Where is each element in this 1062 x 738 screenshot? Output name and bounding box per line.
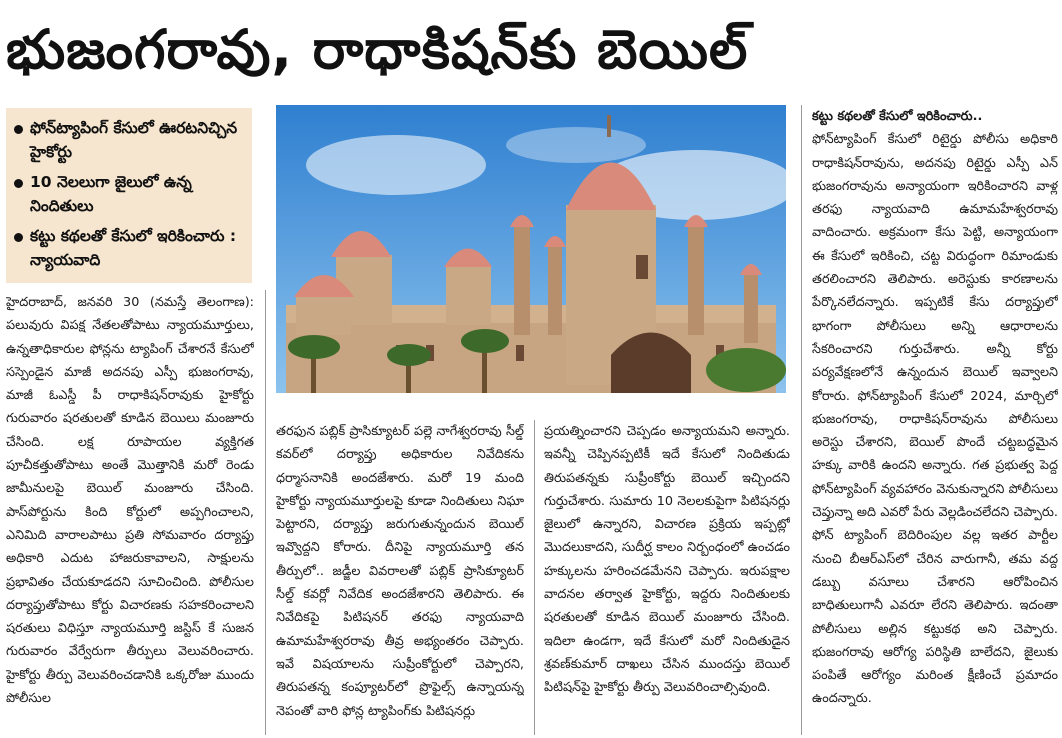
highlight-text: 10 నెలలుగా జైలులో ఉన్న నిందితులు — [30, 173, 192, 215]
highlight-item — [12, 224, 246, 272]
column-divider — [265, 290, 266, 735]
highlight-text: ఫోన్‌ట్యాపింగ్ కేసులో ఊరటనిచ్చిన హైకోర్టు — [30, 119, 238, 161]
highlights-box — [6, 108, 252, 283]
article-text: ఫోన్‌ట్యాపింగ్ కేసులో రిటైర్డు పోలీసు అధికారి రాధాకిషన్‌రావును, అదనపు రిటైర్డు ఎస్పీ ఎన్ భుజంగరావును అన్యాయంగా ఇరికించారని వాళ్ల తరఫు న్యాయవాది ఉమామహేశ్వరరావు వాదించారు. అక్రమంగా కేసు పెట్టి, అన్యాయంగా ఈ కేసులో ఇరికించి, చట్ట విరుద్ధంగా రిమాండుకు తరలించారని తెలిపారు. అరెస్టుకు కారణాలను పేర్కొనలేదన్నారు. ఇప్పటికే కేసు దర్యాప్తులో భాగంగా పోలీసులు అన్ని ఆధారాలను సేకరించారని గుర్తుచేశారు. అన్నీ కోర్టు పర్యవేక్షణలోనే ఉన్నందున బెయిల్ ఇవ్వాలని కోరారు. ఫోన్‌ట్యాపింగ్ కేసులో 2024, మార్చిలో భుజంగరావు, రాధాకిషన్‌రావును పోలీసులు అరెస్టు చేశారని, బెయిల్ పొందే చట్టబద్ధమైన హక్కు వారికి ఉందని అన్నారు. గత ప్రభుత్వ పెద్ద ఫోన్‌ట్యాపింగ్ వ్యవహారం వెనుకున్నారని పోలీసులు చెప్తున్నా అది ఎవరో పేరు వెల్లడించలేదని చెప్పారు. ఫోన్ ట్యాపింగ్ బెదిరింపుల వల్ల ఇతర పార్టీల నుంచి బీఆర్‌ఎస్‌లో చేరిన వారుగానీ, తమ వద్ద డబ్బు వసూలు చేశారని ఆరోపించిన బాధితులుగానీ ఎవరూ లేరని తెలిపారు. ఇదంతా పోలీసులు అల్లిన కట్టుకథ అని చెప్పారు. భుజంగరావు ఆరోగ్య పరిస్థితి బాలేదని, జైలుకు పంపితే ఆరోగ్యం మరింత క్షీణించే ప్రమాదం ఉందన్నారు. — [812, 132, 1058, 707]
article-column-2 — [276, 420, 524, 736]
bullet-icon — [14, 179, 23, 188]
subheading: కట్టు కథలతో కేసులో ఇరికించారు.. — [812, 109, 983, 124]
high-court-photo — [276, 105, 786, 393]
article-text: హైదరాబాద్, జనవరి 30 (నమస్తే తెలంగాణ): పలువురు విపక్ష నేతలతోపాటు న్యాయమూర్తులు, ఉన్నతాధికారుల ఫోన్లను ట్యాపింగ్ చేశారనే కేసులో సస్పెండైన మాజీ అదనపు ఎస్పీ భుజంగరావు, మాజీ ఓఎస్డీ పీ రాధాకిషన్‌రావుకు హైకోర్టు గురువారం షరతులతో కూడిన బెయిలు మంజూరు చేసింది. లక్ష రూపాయల వ్యక్తిగత పూచీకత్తుతోపాటు అంతే మొత్తానికి మరో రెండు జామీనులపై బెయిల్ మంజూరు చేసింది. పాస్‌పోర్టును కింది కోర్టులో అప్పగించాలని, ఎనిమిది వారాలపాటు ప్రతి సోమవారం దర్యాప్తు అధికారి ఎదుట హాజరుకావాలని, సాక్షులను ప్రభావితం చేయకూడదని సూచించింది. పోలీసుల దర్యాప్తుతోపాటు కోర్టు విచారణకు సహకరించాలని షరతులు విధిస్తూ న్యాయమూర్తి జస్టిస్ కే సుజన గురువారం వేర్వేరుగా తీర్పులు వెలువరించారు. హైకోర్టు తీర్పు వెలువరించడానికి ఒక్కరోజు ముందు పోలీసుల — [6, 295, 254, 707]
headline: భుజంగరావు, రాధాకిషన్‌కు బెయిల్ — [6, 18, 749, 81]
article-column-4 — [812, 105, 1058, 735]
column-divider — [534, 420, 535, 735]
highlight-item — [12, 170, 246, 218]
highlight-item — [12, 116, 246, 164]
bullet-icon — [14, 233, 23, 242]
article-column-1 — [6, 291, 254, 735]
highlight-text: కట్టు కథలతో కేసులో ఇరికించారు : న్యాయవాది — [30, 227, 237, 269]
article-text: ప్రయత్నించారని చెప్పడం అన్యాయమని అన్నారు. ఇవన్నీ చెప్పినప్పటికీ ఇదే కేసులో నిందితుడు తిరుపతన్నకు సుప్రీంకోర్టు బెయిల్ ఇచ్చిందని గుర్తుచేశారు. సుమారు 10 నెలలకుపైగా పిటిషనర్లు జైలులో ఉన్నారని, విచారణ ప్రక్రియ ఇప్పట్లో మొదలుకాదని, సుదీర్ఘ కాలం నిర్బంధంలో ఉంచడం హక్కులను హరించడమేనని చెప్పారు. ఇరుపక్షాల వాదనల తర్వాత హైకోర్టు, ఇద్దరు నిందితులకు షరతులతో కూడిన బెయిల్ మంజూరు చేసింది. ఇదిలా ఉండగా, ఇదే కేసులో మరో నిందితుడైన శ్రవణ్‌కుమార్ దాఖలు చేసిన ముందస్తు బెయిల్ పిటిషన్‌పై హైకోర్టు తీర్పు వెలువరించాల్సివుంది. — [544, 424, 790, 696]
bullet-icon — [14, 125, 23, 134]
column-divider — [801, 105, 802, 735]
article-text: తరఫున పబ్లిక్ ప్రాసిక్యూటర్ పల్లె నాగేశ్వరరావు సీల్డ్ కవర్‌లో దర్యాప్తు అధికారుల నివేదికను ధర్మాసనానికి అందజేశారు. మరో 19 మంది హైకోర్టు న్యాయమూర్తులపై కూడా నిందితులు నిఘా పెట్టారని, దర్యాప్తు జరుగుతున్నందున బెయిల్ ఇవ్వొద్దని కోరారు. దీనిపై న్యాయమూర్తి తన తీర్పులో.. జడ్జీల వివరాలతో పబ్లిక్ ప్రాసిక్యూటర్ సీల్డ్ కవర్లో నివేదిక అందజేశారని తెలిపారు. ఈ నివేదికపై పిటిషనర్ తరఫు న్యాయవాది ఉమామహేశ్వరరావు తీవ్ర అభ్యంతరం చెప్పారు. ఇవే విషయాలను సుప్రీంకోర్టులో చెప్పారని, తిరుపతన్న కంప్యూటర్‌లో ప్రొఫైల్స్ ఉన్నాయన్న నెపంతో వారి ఫోన్ల ట్యాపింగ్‌కు పిటిషనర్లు — [276, 424, 524, 719]
article-column-3 — [544, 420, 790, 736]
